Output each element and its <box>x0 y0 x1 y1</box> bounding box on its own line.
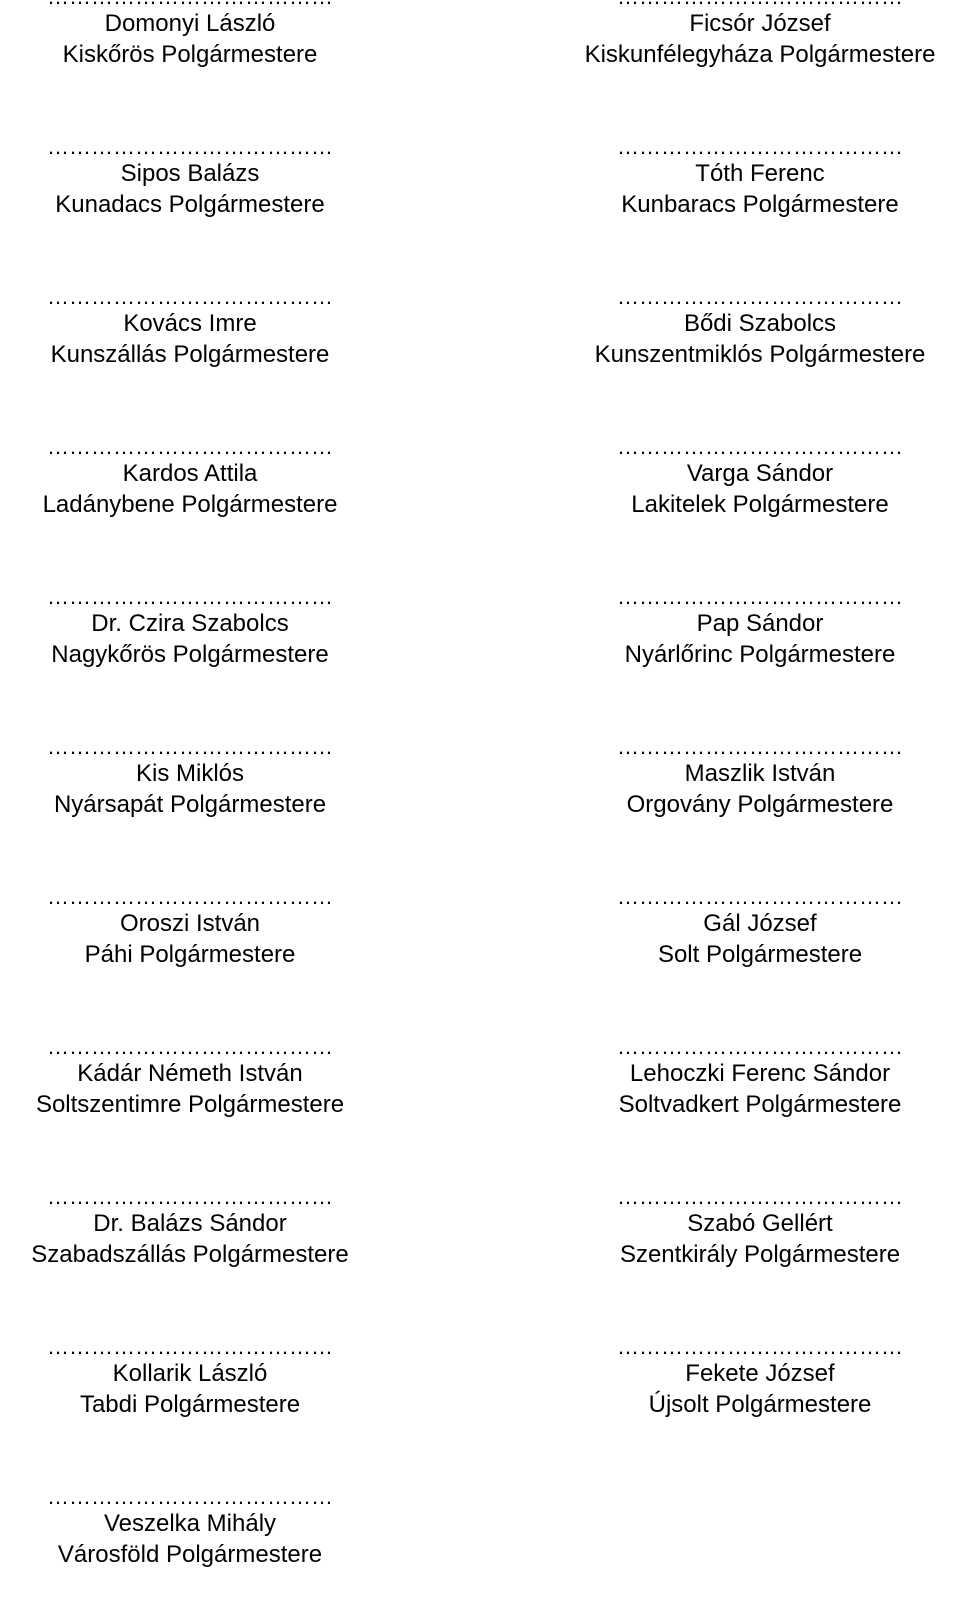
signatory-name: Kovács Imre <box>123 310 257 337</box>
signature-block <box>0 886 420 970</box>
signature-block <box>530 1036 960 1120</box>
signature-line: ………………………………… <box>47 1186 333 1208</box>
signature-line: ………………………………… <box>617 136 903 158</box>
signatory-title: Solt Polgármestere <box>657 941 863 968</box>
signatory-name: Varga Sándor <box>686 460 834 487</box>
signature-line: ………………………………… <box>617 736 903 758</box>
signature-line: ………………………………… <box>617 1036 903 1058</box>
signatory-title: Kunadacs Polgármestere <box>55 191 325 218</box>
signatory-name: Kardos Attila <box>122 460 258 487</box>
signature-block <box>0 1036 420 1120</box>
signature-line <box>530 0 960 8</box>
signatory-name: Kádár Németh István <box>77 1060 303 1087</box>
signature-line: ………………………………… <box>47 886 333 908</box>
signatory-title: Szentkirály Polgármestere <box>619 1241 901 1268</box>
signatory-title: Kunszállás Polgármestere <box>50 341 330 368</box>
signatory-name: Ficsór József <box>689 10 831 37</box>
signatory-name: Veszelka Mihály <box>103 1510 277 1537</box>
signature-line: ………………………………… <box>47 1336 333 1358</box>
signatory-name: Domonyi László <box>104 10 276 37</box>
signature-block <box>0 1336 420 1420</box>
signature-block <box>530 0 960 70</box>
signature-block <box>0 1486 420 1570</box>
signature-line: ………………………………… <box>47 586 333 608</box>
signature-line: ………………………………… <box>617 886 903 908</box>
signature-block <box>530 1336 960 1420</box>
signatory-title: Szabadszállás Polgármestere <box>31 1241 349 1268</box>
signature-block <box>0 0 420 70</box>
signature-block <box>0 586 420 670</box>
signature-line <box>0 0 420 8</box>
signature-block <box>0 286 420 370</box>
signatory-name: Maszlik István <box>684 760 836 787</box>
signatory-name: Fekete József <box>685 1360 835 1387</box>
signature-line: ………………………………… <box>47 286 333 308</box>
signature-line: ………………………………… <box>47 1036 333 1058</box>
signature-line: ………………………………… <box>47 736 333 758</box>
signature-block <box>530 736 960 820</box>
signatory-title: Ladánybene Polgármestere <box>42 491 338 518</box>
signatory-name: Dr. Czira Szabolcs <box>91 610 289 637</box>
signature-line: ………………………………… <box>617 1186 903 1208</box>
signature-block <box>0 736 420 820</box>
signature-block <box>530 136 960 220</box>
signature-block <box>530 1186 960 1270</box>
signatory-name: Kollarik László <box>112 1360 268 1387</box>
signature-block <box>530 286 960 370</box>
signatory-title: Újsolt Polgármestere <box>648 1391 872 1418</box>
signatory-title: Nyársapát Polgármestere <box>53 791 327 818</box>
signatory-title: Kunszentmiklós Polgármestere <box>594 341 926 368</box>
signatory-name: Kis Miklós <box>135 760 244 787</box>
signature-block <box>0 136 420 220</box>
signatory-title: Nagykőrös Polgármestere <box>51 641 329 668</box>
signatory-name: Bődi Szabolcs <box>683 310 837 337</box>
signature-line: ………………………………… <box>47 436 333 458</box>
signatory-title: Orgovány Polgármestere <box>626 791 894 818</box>
signatory-name: Dr. Balázs Sándor <box>93 1210 287 1237</box>
signatory-name: Tóth Ferenc <box>695 160 825 187</box>
signatory-name: Pap Sándor <box>696 610 824 637</box>
signatory-name: Gál József <box>703 910 817 937</box>
signature-line: ………………………………… <box>47 136 333 158</box>
signatory-title: Nyárlőrinc Polgármestere <box>624 641 896 668</box>
signatory-name: Oroszi István <box>119 910 261 937</box>
signature-line: ………………………………… <box>617 586 903 608</box>
signatory-title: Városföld Polgármestere <box>57 1541 323 1568</box>
signatory-title: Tabdi Polgármestere <box>79 1391 301 1418</box>
signatory-title: Soltszentimre Polgármestere <box>35 1091 345 1118</box>
signatory-title: Páhi Polgármestere <box>84 941 296 968</box>
signature-line: ………………………………… <box>617 286 903 308</box>
signatory-title: Soltvadkert Polgármestere <box>618 1091 902 1118</box>
signature-block <box>530 436 960 520</box>
signature-block <box>0 436 420 520</box>
signature-line: ………………………………… <box>47 1486 333 1508</box>
signatory-name: Lehoczki Ferenc Sándor <box>629 1060 891 1087</box>
signature-block <box>0 1186 420 1270</box>
signatory-title: Kiskőrös Polgármestere <box>62 41 318 68</box>
signatory-title: Lakitelek Polgármestere <box>631 491 889 518</box>
signatory-title: Kunbaracs Polgármestere <box>621 191 899 218</box>
signature-line: ………………………………… <box>617 1336 903 1358</box>
signature-line: ………………………………… <box>617 436 903 458</box>
signature-block <box>530 586 960 670</box>
signatory-title: Kiskunfélegyháza Polgármestere <box>584 41 936 68</box>
signatory-name: Szabó Gellért <box>687 1210 833 1237</box>
signatory-name: Sipos Balázs <box>120 160 260 187</box>
signature-block <box>530 886 960 970</box>
